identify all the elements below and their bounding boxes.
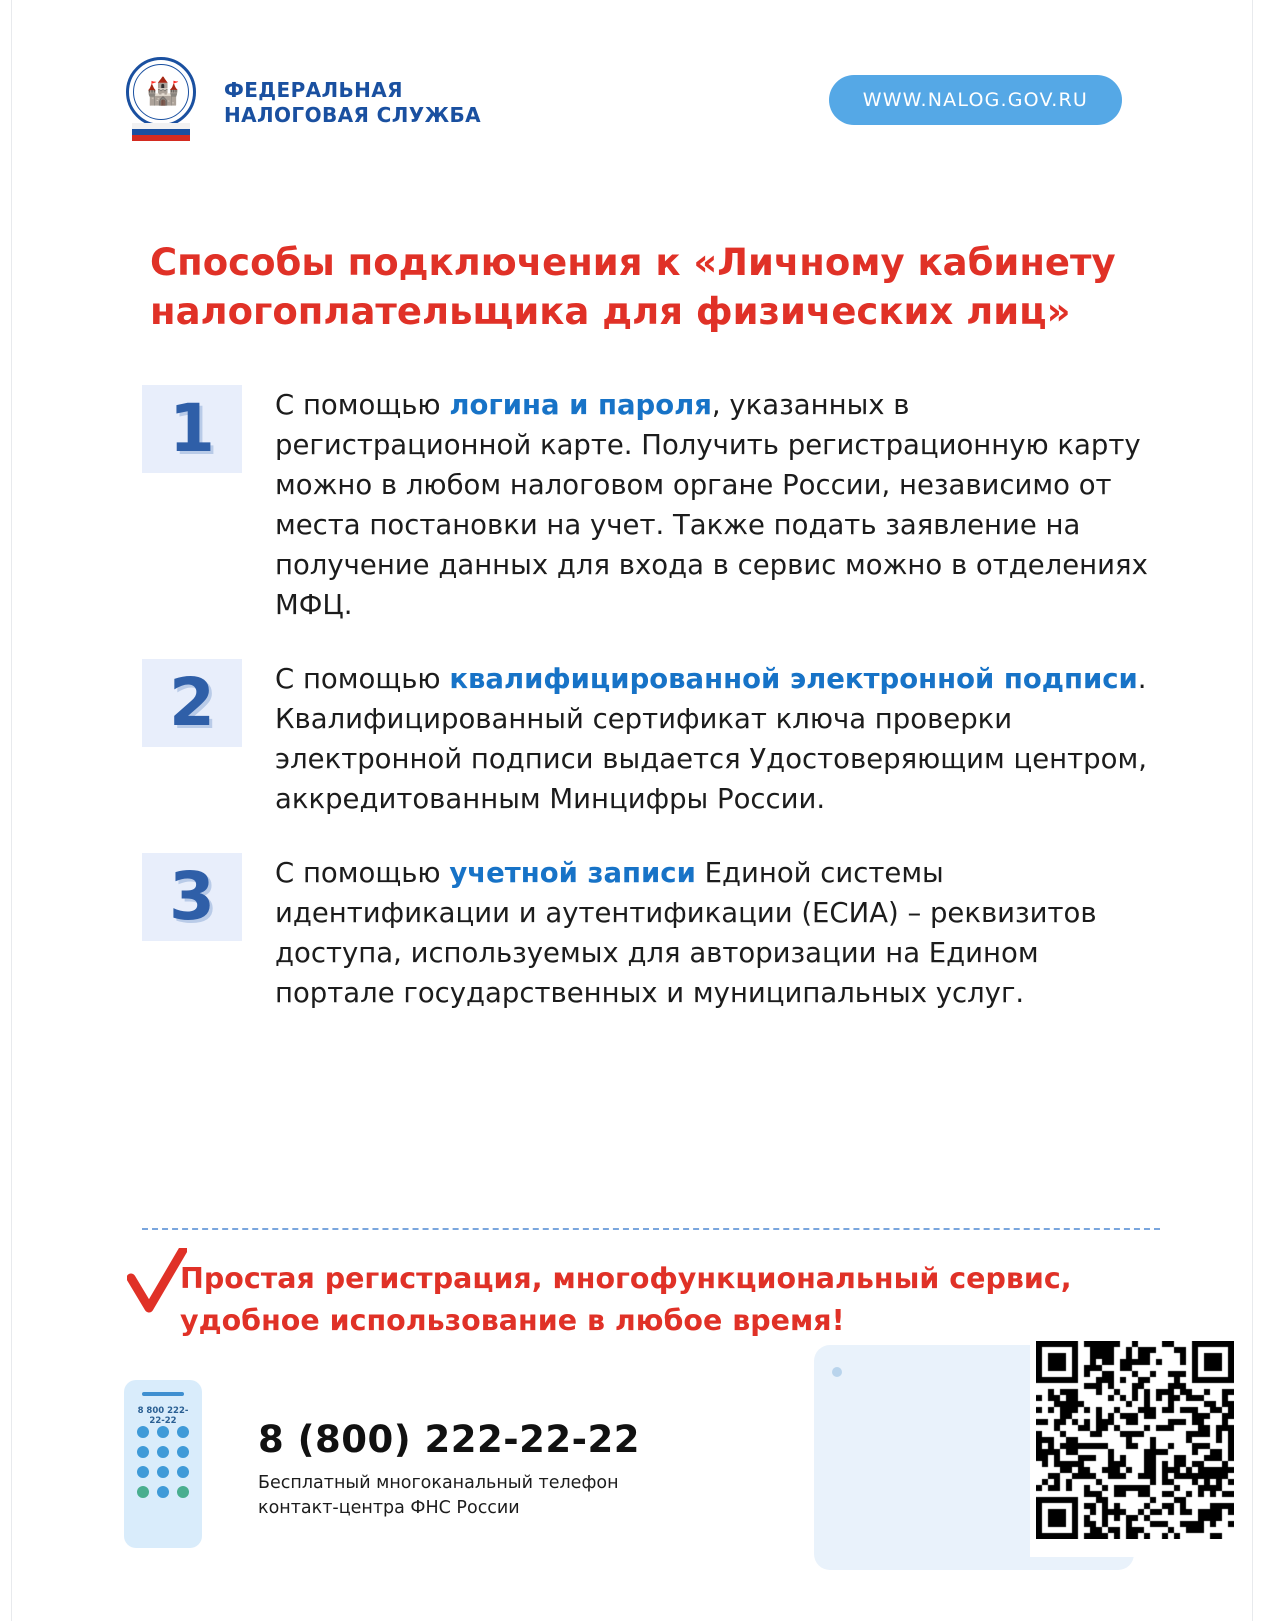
org-name-line1: ФЕДЕРАЛЬНАЯ — [224, 77, 403, 102]
phone-number[interactable]: 8 (800) 222-22-22 — [258, 1418, 640, 1461]
poster-sheet — [12, 0, 1252, 1621]
coat-of-arms-icon: 🏰 — [122, 55, 202, 150]
step-number-badge — [142, 385, 242, 473]
step-number-badge — [142, 659, 242, 747]
header — [12, 0, 1252, 190]
steps-list — [142, 385, 1162, 1047]
step-number: 2 — [169, 664, 215, 741]
step-number-badge — [142, 853, 242, 941]
step-text — [275, 853, 1162, 1013]
step-text-part: С помощью — [275, 663, 450, 695]
slogan-block — [127, 1258, 1167, 1342]
step-text-part: . Квалифицированный сертификат ключа проверки электронной подписи выдается Удостоверяющим центром, аккредитованным Минцифры России. — [275, 663, 1147, 815]
slogan-text: Простая регистрация, многофункциональный сервис, удобное использование в любое время! — [180, 1262, 1072, 1337]
step-text-highlight: квалифицированной электронной подписи — [449, 663, 1138, 695]
page-title: Способы подключения к «Личному кабинету налогоплательщика для физических лиц» — [150, 241, 1116, 333]
step-text — [275, 385, 1162, 625]
step-text-part: , указанных в регистрационной карте. Получить регистрационную карту можно в любом налоговом органе России, независимо от места постановки на учет. Также подать заявление на получение данных для входа в сервис можно в отделениях МФЦ. — [275, 389, 1148, 621]
step-text-highlight: учетной записи — [449, 857, 696, 889]
step-text-highlight: логина и пароля — [449, 389, 712, 421]
step-text — [275, 659, 1162, 819]
list-item — [142, 659, 1162, 819]
step-text-part: С помощью — [275, 857, 450, 889]
list-item — [142, 385, 1162, 625]
website-button[interactable]: WWW.NALOG.GOV.RU — [829, 75, 1122, 125]
phone-caption-line1: Бесплатный многоканальный телефон — [258, 1473, 619, 1493]
check-mark-icon — [127, 1248, 187, 1318]
phone-icon-label: 8 800 222-22-22 — [137, 1406, 189, 1426]
divider — [142, 1228, 1160, 1230]
step-number: 1 — [169, 390, 215, 467]
phone-caption — [258, 1471, 818, 1521]
org-name-line2: НАЛОГОВАЯ СЛУЖБА — [224, 102, 481, 127]
phone-caption-line2: контакт-центра ФНС России — [258, 1498, 520, 1518]
contact-block — [258, 1418, 818, 1521]
list-item — [142, 853, 1162, 1013]
step-text-part: С помощью — [275, 389, 450, 421]
step-text-part: Единой системы идентификации и аутентификации (ЕСИА) – реквизитов доступа, используемых для авторизации на Едином портале государственных и муниципальных услуг. — [275, 857, 1097, 1009]
qr-code[interactable] — [1030, 1335, 1252, 1557]
phone-keypad-icon — [124, 1380, 202, 1548]
fns-logo — [122, 55, 481, 150]
org-name — [224, 78, 481, 128]
step-number: 3 — [169, 858, 215, 935]
